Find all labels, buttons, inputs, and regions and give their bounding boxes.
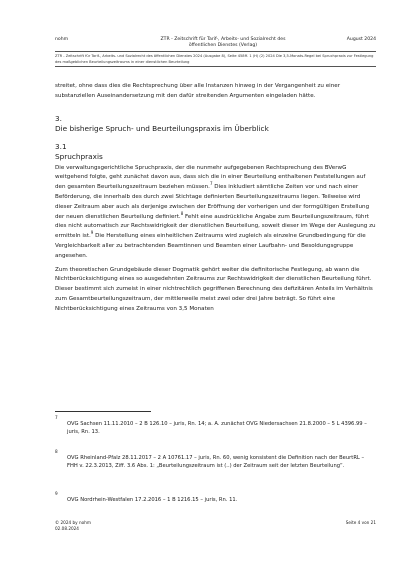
section-number: 3. — [55, 113, 62, 123]
subsection-heading — [55, 142, 376, 162]
footnote-ref-7[interactable]: 7 — [209, 181, 213, 187]
paragraph-2: Zum theoretischen Grundgebäude dieser Dogmatik gehört weiter die definitorische Festlegung, ab wann die Nichtberücksichtigung eines so ausgedehnten Zeitraums zur Rechtswidrigkeit der dienstlichen Beurteilung führt. Dieser bestimmt sich zumeist in einer nichtrechtlich gegriffenen Berechnung des defizitären Anteils im Verhältnis zum Gesamtbeurteilungszeitraum, der mittlerweile meist zwei oder drei Jahre beträgt. So führt eine Nichtberücksichtigung eines Zeitraums von 3,5 Monaten — [55, 266, 373, 312]
main-content — [55, 82, 376, 315]
footnote-number: 9 — [55, 491, 58, 496]
footnote-text: OVG Sachsen 11.11.2010 – 2 B 126.10 – juris, Rn. 14; a. A. zunächst OVG Niedersachsen 21.8.2000 – 5 L 4396.99 – juris, Rn. 13. — [67, 421, 367, 435]
footnote-8 — [55, 448, 376, 470]
section-title: Die bisherige Spruch- und Beurteilungspraxis im Überblick — [55, 123, 269, 133]
footer-copyright: © 2024 by nohm — [55, 520, 91, 525]
paragraph-1 — [55, 164, 376, 262]
intro-paragraph: streitet, ohne dass dies die Rechtsprechung über alle Instanzen hinweg in der Vergangenheit zu einer substanziellen Auseinandersetzung mit den dafür streitenden Argumenten eingeladen hätte. — [55, 83, 340, 99]
footnote-ref-9[interactable]: 9 — [90, 230, 94, 236]
footer-page-number: Seite 4 von 21 — [345, 520, 376, 525]
paragraph-1-part-c: Fehlt eine ausdrückliche Angabe zum Beurteilungszeitraum, führt dies nicht automatisch zur Rechtswidrigkeit der dienstlichen Beurteilung, soweit dieser im Wege der Auslegung zu ermitteln ist. — [55, 213, 376, 240]
footnote-text: OVG Rheinland-Pfalz 28.11.2017 – 2 A 10761.17 – juris, Rn. 60, wenig konsistent die Definition nach der BeurtRL – FHH v. 22.3.2013, Ziff. 3.6 Abs. 1: „Beurteilungszeitraum ist (..) der Zeitraum seit der letzten Beurteilung“. — [67, 455, 365, 469]
subsection-number: 3.1 — [55, 141, 67, 151]
footnote-9 — [55, 490, 376, 505]
header-date: August 2024 — [346, 37, 376, 42]
header-brand: nohm — [55, 37, 69, 42]
footnote-text: OVG Nordrhein-Westfalen 17.2.2016 – 1 B 1216.15 – juris, Rn. 11. — [67, 497, 238, 503]
footnote-number: 8 — [55, 449, 58, 454]
footnote-ref-8[interactable]: 8 — [180, 210, 184, 216]
paragraph-1-part-d: Die Herstellung eines einheitlichen Zeitraums wird zugleich als einzelne Grundbedingung für die Vergleichbarkeit aller zu betrachtenden Beamtinnen und Beamten einer Laufbahn- und Besoldungsgruppe angesehen. — [55, 233, 366, 259]
paragraph-1-part-b: Dies inkludiert sämtliche Zeiten vor und nach einer Beförderung, die innerhalb des durch zwei Stichtage definierten Beurteilungszeitraums liegen. Teilweise wird dieser Zeitraum aber auch als derjenige zwischen der Eröffnung der vorherigen und der formgültigen Erstellung der neuen dienstlichen Beurteilung definiert. — [55, 184, 370, 220]
header-journal-title: ZTR - Zeitschrift für Tarif-, Arbeits- und Sozialrecht des öffentlichen Dienstes (Verlag) — [160, 37, 286, 48]
subsection-title: Spruchpraxis — [55, 151, 103, 161]
section-heading — [55, 114, 376, 134]
citation-banner: ZTR - Zeitschrift für Tarif-, Arbeits- und Sozialrecht des öffentlichen Dienstes 2024 (Ausgabe 8), Seite 458ff. 1 (H) (2) 2024 Die 3,5-Monats-Regel bei Spruchpraxis zur Festlegung des maßgeblichen Beurteilungszeitraums in einer dienstlichen Beurteilung — [55, 51, 376, 67]
footnote-7 — [55, 414, 376, 436]
footnote-number: 7 — [55, 415, 58, 420]
footnote-separator — [55, 411, 151, 412]
footer-date: 02.08.2024 — [55, 525, 79, 531]
paragraph-1-part-a: Die verwaltungsgerichtliche Spruchpraxis, der die nunmehr aufgegebenen Rechtsprechung des BVerwG weitgehend folgte, geht zunächst davon aus, dass sich die in einer Beurteilung enthaltenen Feststellungen auf den gesamten Beurteilungszeitraum beziehen müssen. — [55, 164, 366, 191]
page-footer — [55, 520, 376, 531]
